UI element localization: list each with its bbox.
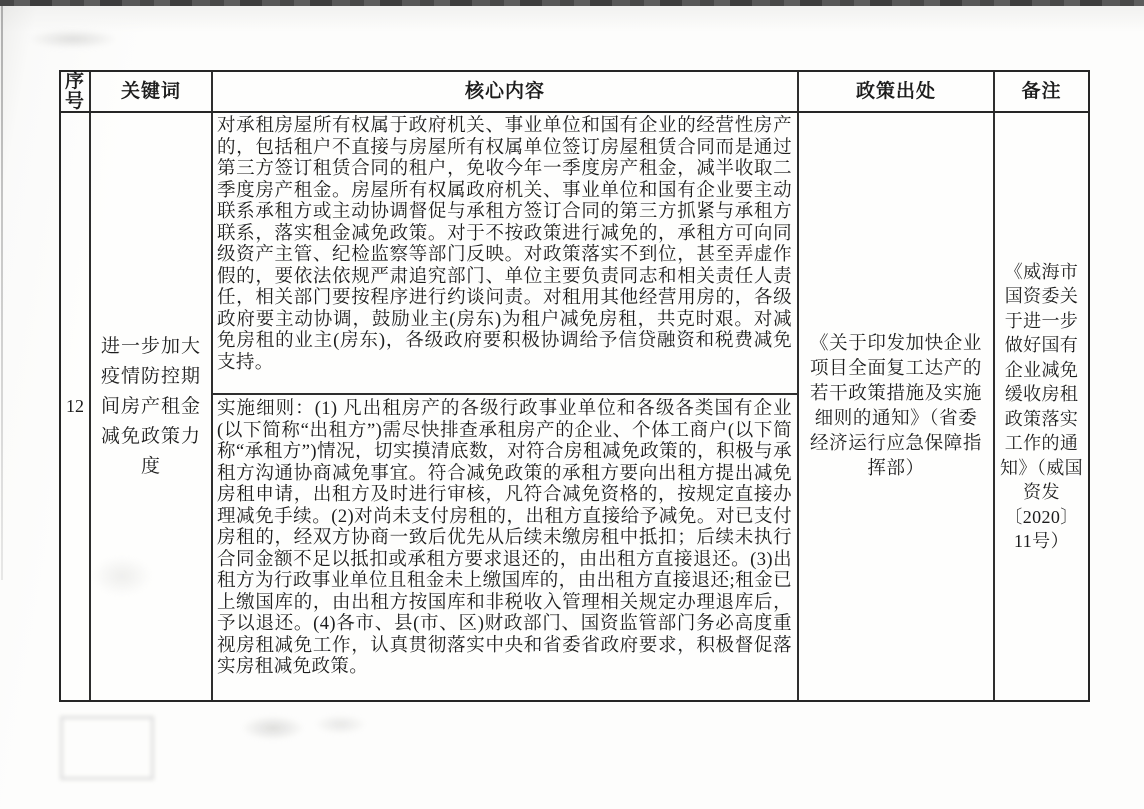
implementation-paragraph-text: 实施细则：(1) 凡出租房产的各级行政事业单位和各级各类国有企业(以下简称“出租方”)需尽快排查承租房产的企业、个体工商户(以下简称“承租方”)情况，切实摸清底数，对符合房租减免政策的，积极与承租方沟通协商减免事宜。符合减免政策的承租方要向出租方提出减免房租申请，出租方及时进行审核，凡符合减免资格的，按规定直接办理减免手续。(2)对尚未支付房租的，出租方直接给予减免。对已支付房租的，经双方协商一致后优先从后续未缴房租中抵扣；后续未执行合同金额不足以抵扣或承租方要求退还的，由出租方直接退还。(3)出租方为行政事业单位且租金未上缴国库的，由出租方直接退还;租金已上缴国库的，由出租方按国库和非税收入管理相关规定办理退库后，予以退还。(4)各市、县(市、区)财政部门、国资监管部门务必高度重视房租减免工作，认真贯彻落实中央和省委省政府要求，积极督促落实房租减免政策。 [217,399,792,677]
cell-keyword: 进一步加大疫情防控期间房产租金减免政策力度 [91,113,213,700]
scan-bleedthrough-box-artifact [60,716,154,780]
header-cell-content: 核心内容 [213,72,799,111]
cell-row-index: 12 [61,113,91,700]
policy-paragraph-text: 对承租房屋所有权属于政府机关、事业单位和国有企业的经营性房产的，包括租户不直接与房屋所有权属单位签订房屋租赁合同而是通过第三方签订租赁合同的租户，免收今年一季度房产租金，减半收取二季度房产租金。房屋所有权属政府机关、事业单位和国有企业要主动联系承租方或主动协调督促与承租方签订合同的第三方抓紧与承租方联系，落实租金减免政策。对于不按政策进行减免的，承租方可向同级资产主管、纪检监察等部门反映。对政策落实不到位，甚至弄虚作假的，要依法依规严肃追究部门、单位主要负责同志和相关责任人责任，相关部门要按程序进行约谈问责。对租用其他经营用房的，各级政府要主动协调，鼓励业主(房东)为租户减免房租，共克时艰。对减免房租的业主(房东)，各级政府要积极协调给予信贷融资和税费减免支持。 [217,116,792,373]
header-cell-source: 政策出处 [799,72,995,111]
policy-table [59,70,1090,702]
cell-core-content [213,113,799,700]
scan-top-edge-artifact [0,0,1144,6]
scan-bleedthrough-text-artifact [228,710,378,746]
scan-left-edge-artifact [1,6,3,580]
core-content-policy-paragraph [213,113,797,395]
scan-smudge-artifact [28,30,118,48]
table-header-row [61,72,1088,113]
header-cell-index: 序号 [61,72,91,111]
table-row [61,113,1088,700]
cell-policy-source: 《关于印发加快企业项目全面复工达产的若干政策措施及实施细则的通知》（省委经济运行应急保障指挥部） [799,113,995,700]
header-cell-keyword: 关键词 [91,72,213,111]
scan-bleedthrough-smear-artifact [92,556,152,596]
header-cell-remark: 备注 [1021,81,1062,102]
cell-remark: 《威海市国资委关于进一步做好国有企业减免缓收房租政策落实工作的通知》（威国资发〔2020〕11号） [1000,261,1083,551]
core-content-implementation-paragraph [213,395,797,700]
